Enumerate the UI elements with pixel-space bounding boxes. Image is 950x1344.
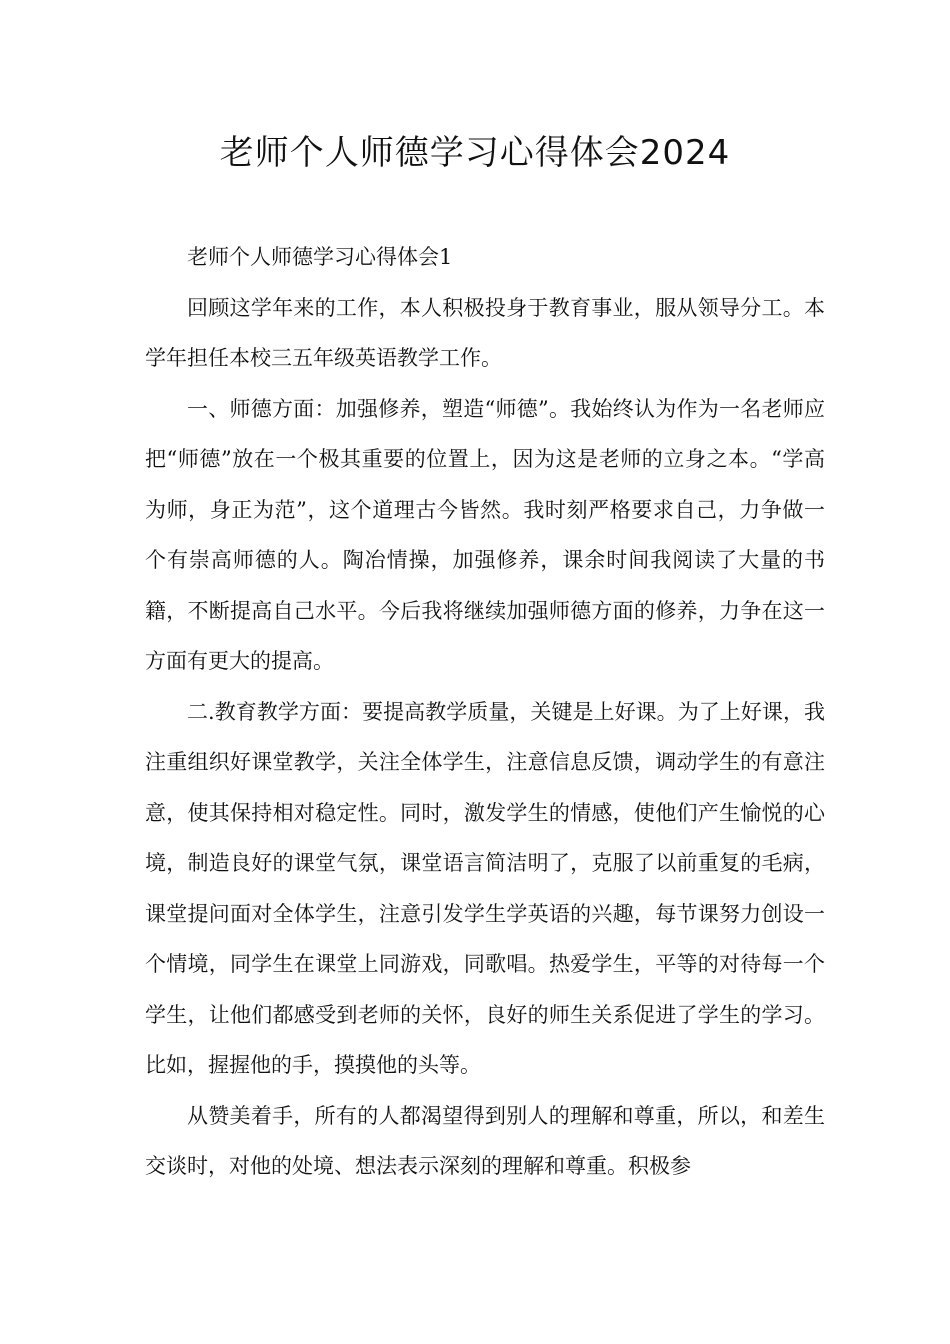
paragraph: 从赞美着手，所有的人都渴望得到别人的理解和尊重，所以，和差生交谈时，对他的处境、想法表示深刻的理解和尊重。积极参 (145, 1103, 825, 1178)
paragraph: 二.教育教学方面：要提高教学质量，关键是上好课。为了上好课，我注重组织好课堂教学，关注全体学生，注意信息反馈，调动学生的有意注意，使其保持相对稳定性。同时，激发学生的情感，使他们产生愉悦的心境，制造良好的课堂气氛，课堂语言简洁明了，克服了以前重复的毛病，课堂提问面对全体学生，注意引发学生学英语的兴趣，每节课努力创设一个情境，同学生在课堂上同游戏，同歌唱。热爱学生，平等的对待每一个学生，让他们都感受到老师的关怀，良好的师生关系促进了学生的学习。比如，握握他的手，摸摸他的头等。 (145, 699, 825, 1077)
document-body (145, 232, 825, 1192)
document-title: 老师个人师德学习心得体会2024 (219, 133, 731, 173)
paragraph: 回顾这学年来的工作，本人积极投身于教育事业，服从领导分工。本学年担任本校三五年级英语教学工作。 (145, 295, 825, 370)
section-heading: 老师个人师德学习心得体会1 (187, 245, 453, 269)
paragraph: 一、师德方面：加强修养，塑造“师德”。我始终认为作为一名老师应把“师德”放在一个极其重要的位置上，因为这是老师的立身之本。“学高为师，身正为范”，这个道理古今皆然。我时刻严格要求自己，力争做一个有崇高师德的人。陶冶情操，加强修养，课余时间我阅读了大量的书籍，不断提高自己水平。今后我将继续加强师德方面的修养，力争在这一方面有更大的提高。 (145, 396, 825, 673)
